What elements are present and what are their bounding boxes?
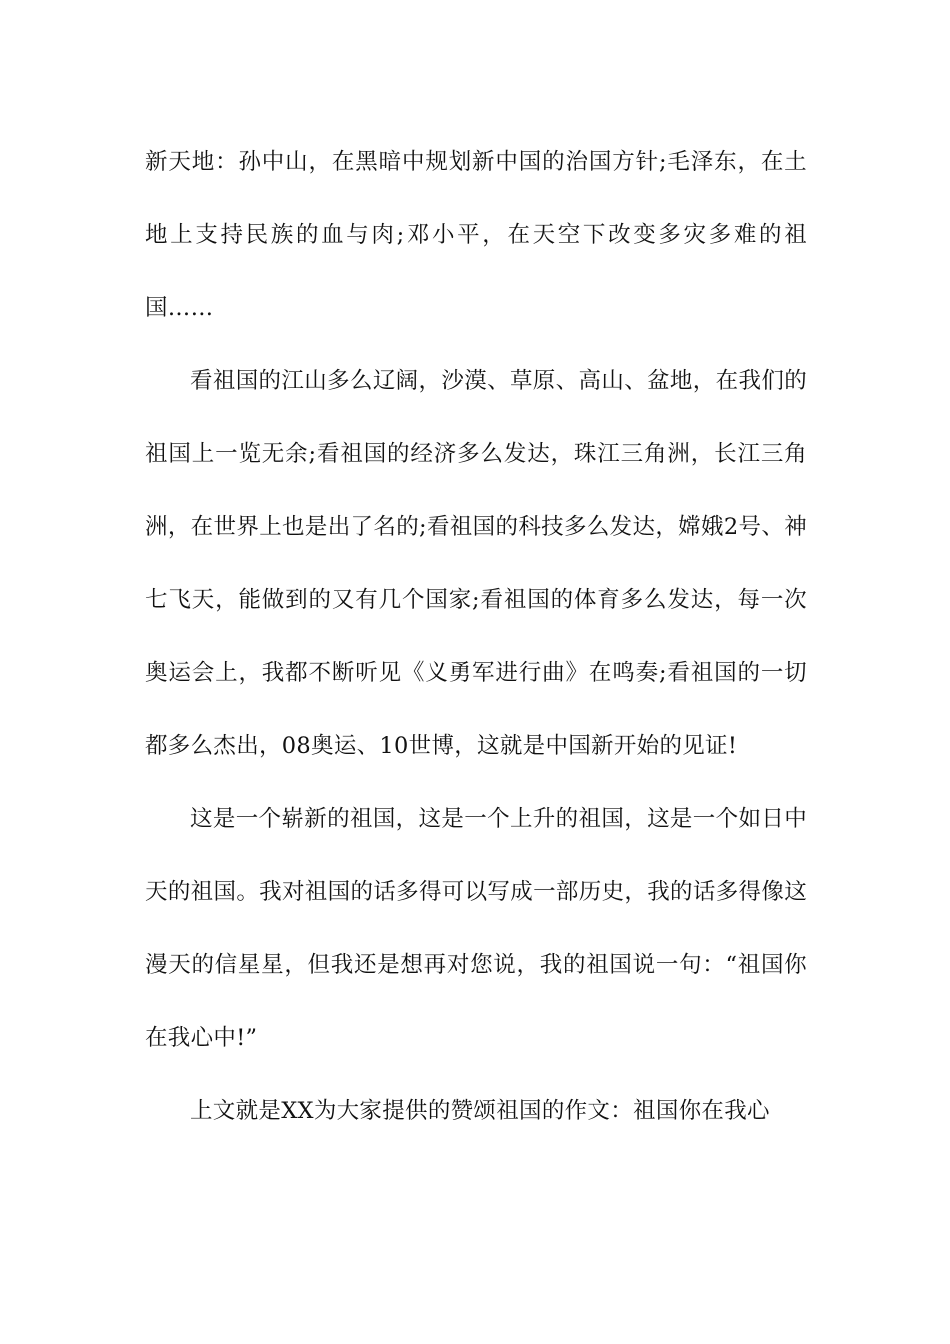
paragraph-scenery: 看祖国的江山多么辽阔，沙漠、草原、高山、盆地，在我们的祖国上一览无余;看祖国的经济多么发达，珠江三角洲，长江三角洲，在世界上也是出了名的;看祖国的科技多么发达，嫦娥2号、神七飞天，能做到的又有几个国家;看祖国的体育多么发达，每一次奥运会上，我都不断听见《义勇军进行曲》在鸣奏;看祖国的一切都多么杰出，08奥运、10世博，这就是中国新开始的见证! [145,368,807,759]
paragraph-praise: 这是一个崭新的祖国，这是一个上升的祖国，这是一个如日中天的祖国。我对祖国的话多得可以写成一部历史，我的话多得像这漫天的信星星，但我还是想再对您说，我的祖国说一句：“祖国你在我心中!” [145,806,807,1051]
paragraph-continued: 新天地：孙中山，在黑暗中规划新中国的治国方针;毛泽东，在土地上支持民族的血与肉;邓小平，在天空下改变多灾多难的祖国…… [145,149,807,321]
paragraph-closing: 上文就是XX为大家提供的赞颂祖国的作文：祖国你在我心 [190,1098,770,1124]
document-body [145,126,807,1148]
